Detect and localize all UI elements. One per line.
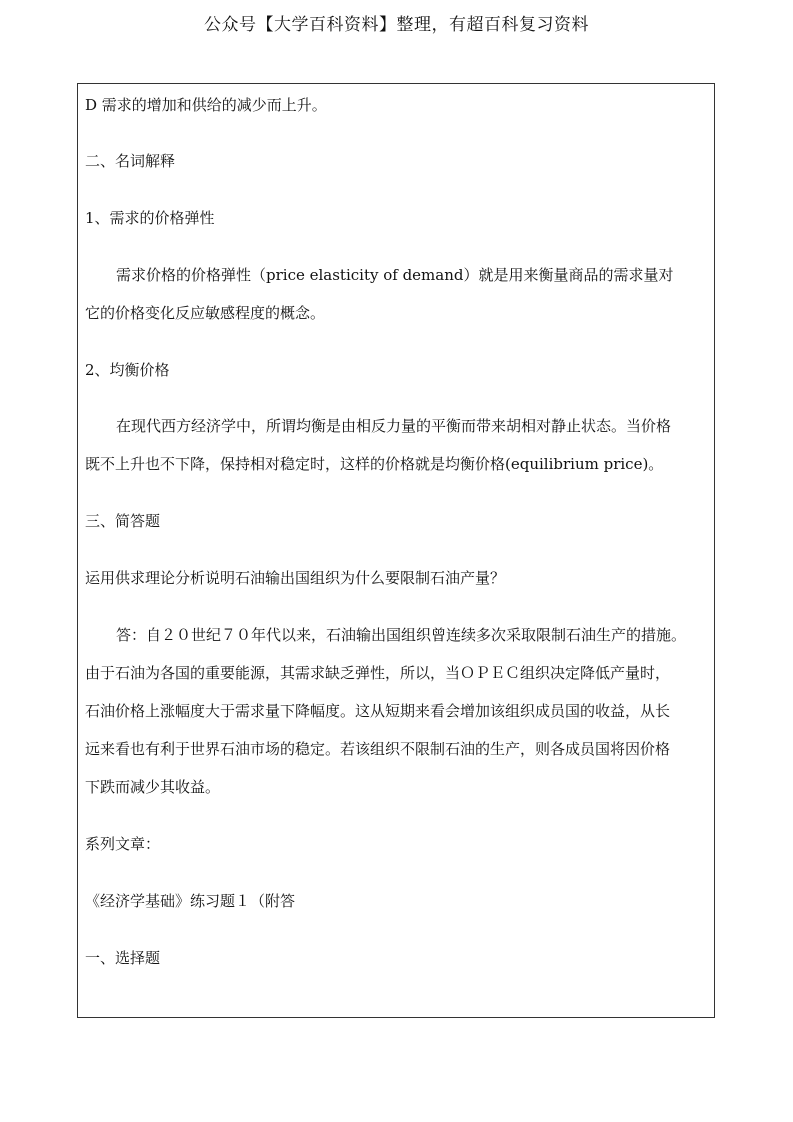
answer-line: 答：自２０世纪７０年代以来，石油输出国组织曾连续多次采取限制石油生产的措施。 — [116, 626, 687, 644]
term-heading-price-elasticity: 1、需求的价格弹性 — [85, 209, 215, 227]
series-articles-label: 系列文章： — [85, 835, 161, 853]
article-title: 《经济学基础》练习题１（附答 — [85, 892, 296, 910]
section-heading-terms: 二、名词解释 — [85, 152, 176, 170]
question-text: 运用供求理论分析说明石油输出国组织为什么要限制石油产量？ — [85, 569, 506, 587]
paragraph-line: 在现代西方经济学中，所谓均衡是由相反力量的平衡而带来胡相对静止状态。当价格 — [116, 417, 672, 435]
section-heading-short-answer: 三、简答题 — [85, 512, 161, 530]
answer-line: 远来看也有利于世界石油市场的稳定。若该组织不限制石油的生产，则各成员国将因价格 — [85, 740, 671, 758]
answer-option-d: D 需求的增加和供给的减少而上升。 — [85, 96, 327, 114]
term-heading-equilibrium-price: 2、均衡价格 — [85, 361, 170, 379]
answer-line: 下跌而减少其收益。 — [85, 778, 221, 796]
paragraph-line: 它的价格变化反应敏感程度的概念。 — [85, 304, 326, 322]
page-header: 公众号【大学百科资料】整理，有超百科复习资料 — [204, 15, 589, 35]
answer-line: 由于石油为各国的重要能源，其需求缺乏弹性，所以，当ＯＰＥＣ组织决定降低产量时， — [85, 664, 671, 682]
content-box — [77, 83, 715, 1018]
paragraph-line: 需求价格的价格弹性（price elasticity of demand）就是用来衡量商品的需求量对 — [116, 266, 674, 284]
paragraph-line: 既不上升也不下降，保持相对稳定时，这样的价格就是均衡价格(equilibrium price)。 — [85, 455, 664, 473]
answer-line: 石油价格上涨幅度大于需求量下降幅度。这从短期来看会增加该组织成员国的收益，从长 — [85, 702, 671, 720]
section-heading-choice: 一、选择题 — [85, 949, 161, 967]
